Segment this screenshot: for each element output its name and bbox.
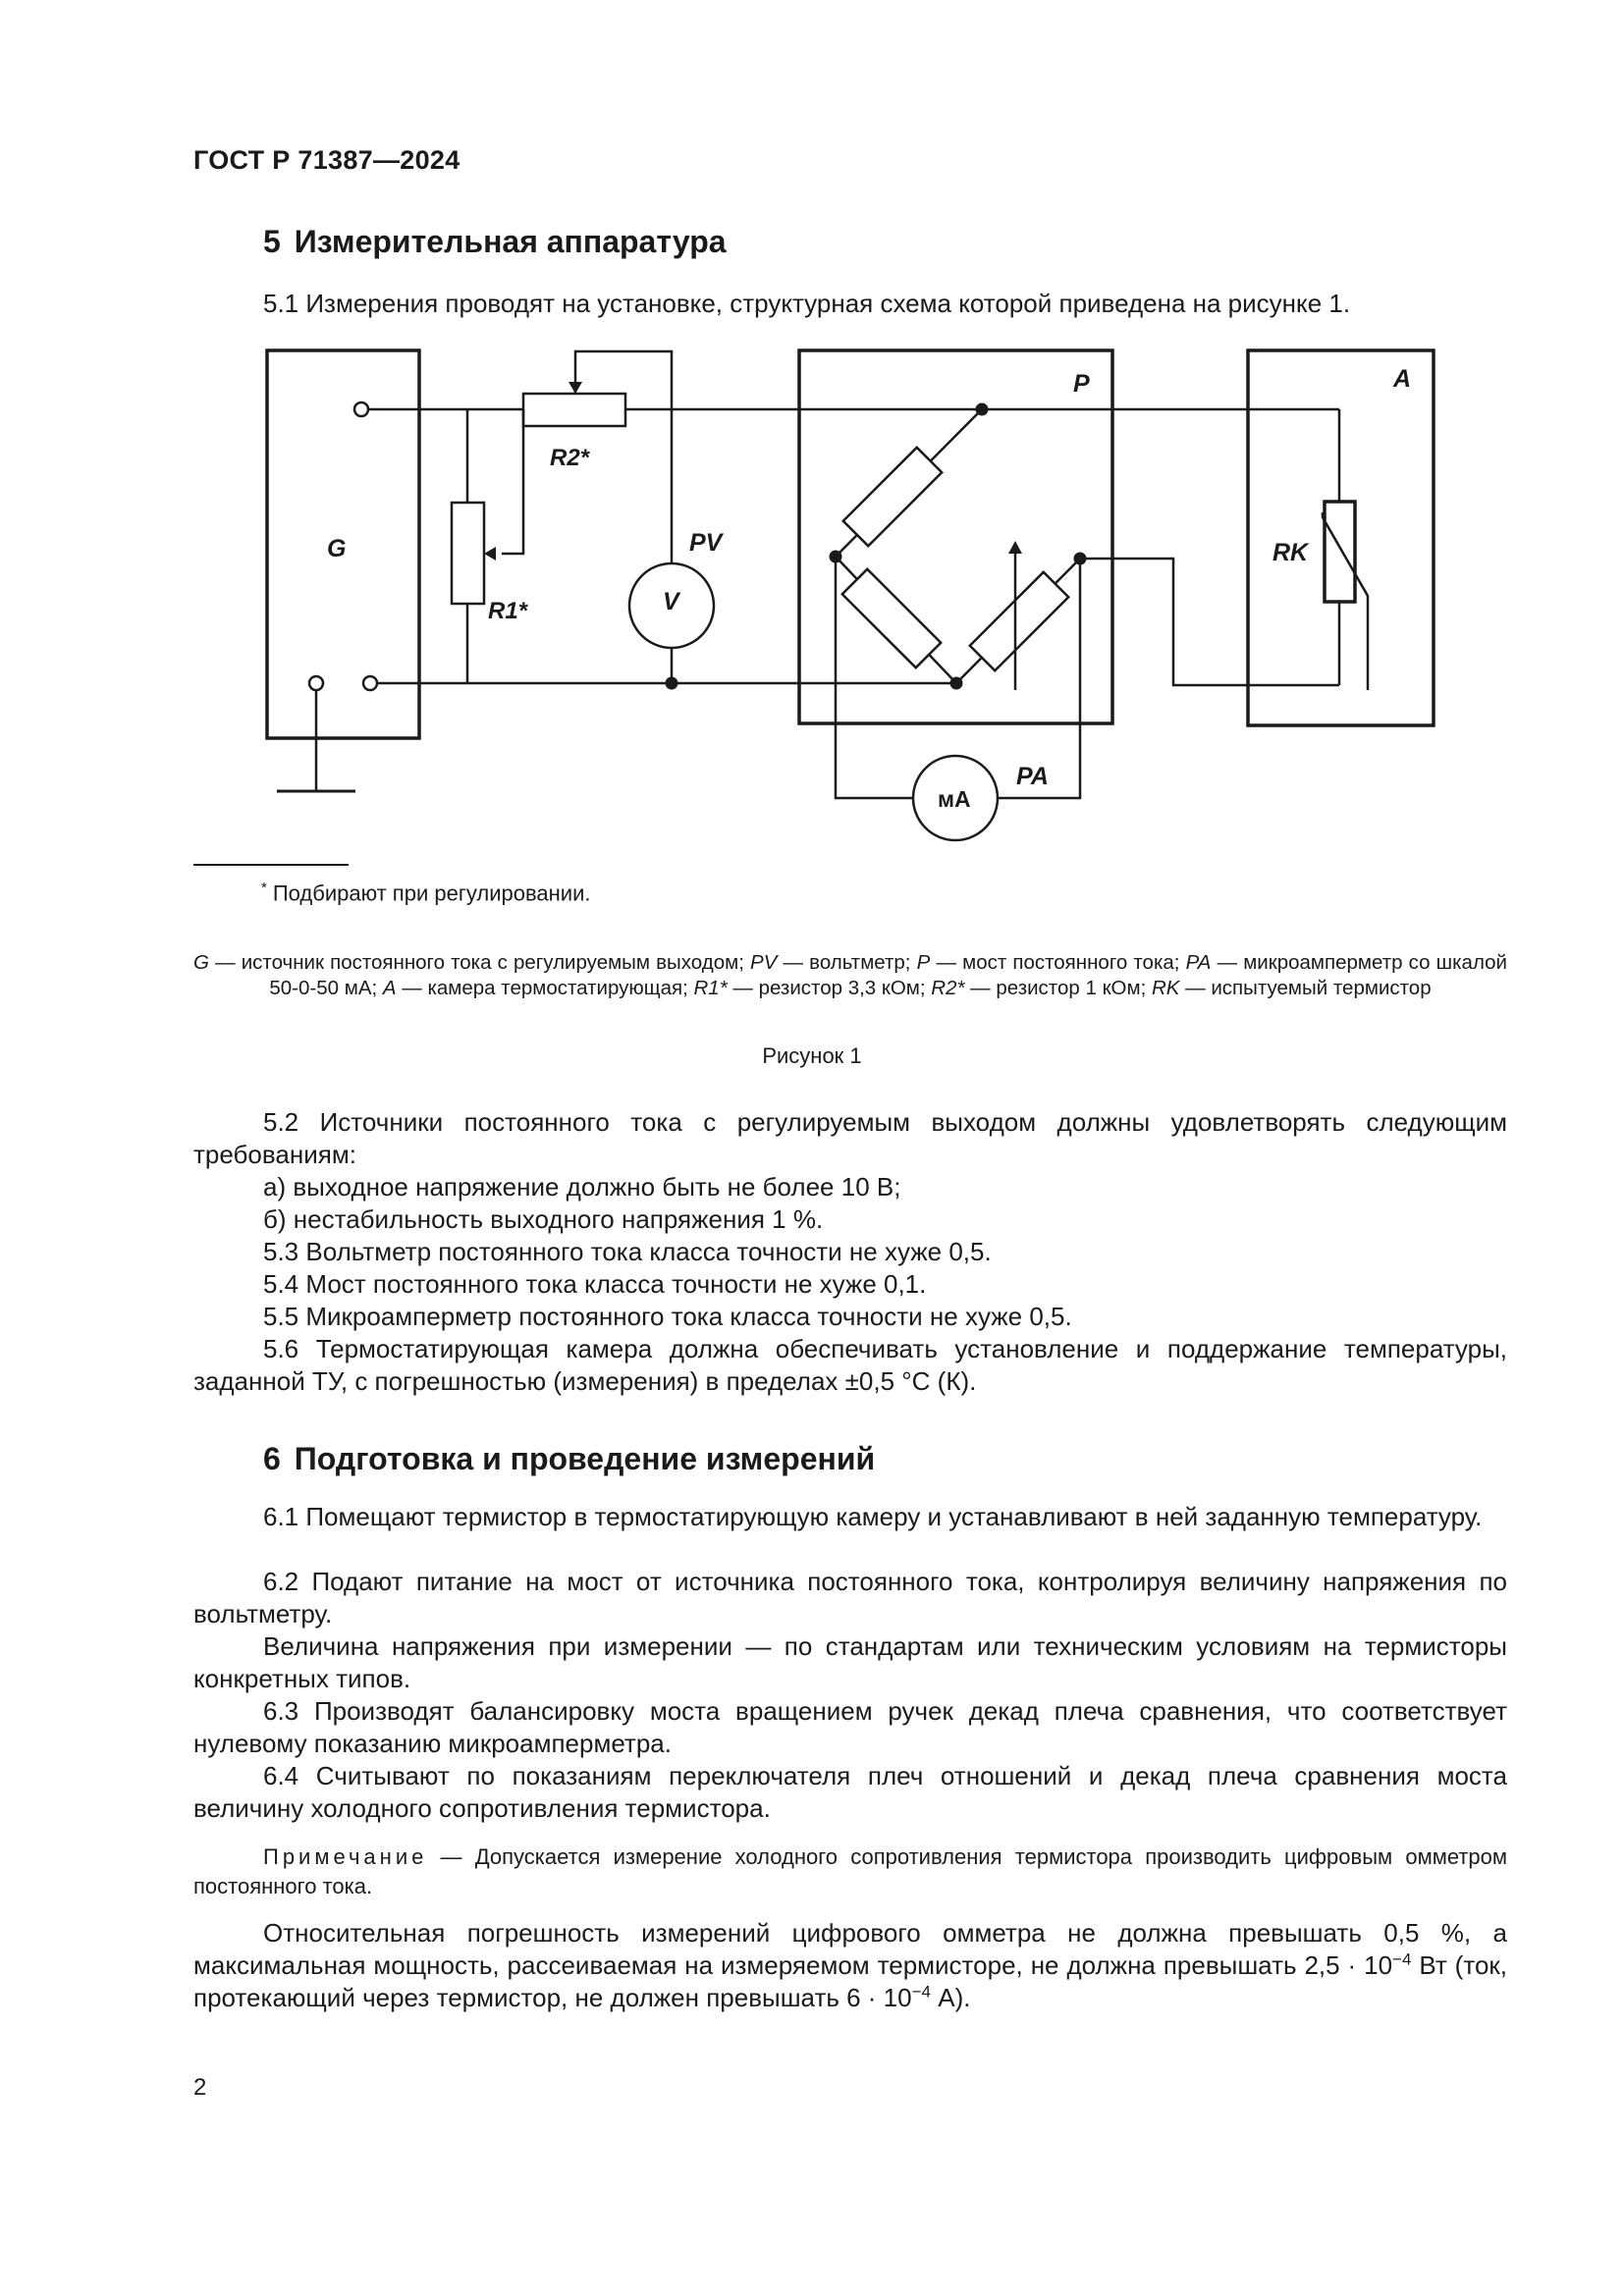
final-part-1: Относительная погрешность измерений цифрового омметра не должна превышать 0,5 %, а максимальная мощность, рассеиваемая на измеряемом термисторе, не должна превышать 2,5 · 10 — [193, 1918, 1507, 1980]
legend-sym-r2: R2* — [931, 977, 965, 999]
legend-sym-r1: R1* — [693, 977, 728, 999]
figure-legend — [193, 950, 1507, 1001]
terminal-top — [354, 402, 368, 416]
page-number: 2 — [193, 2074, 207, 2101]
label-a: A — [1393, 365, 1412, 393]
paragraph-final — [193, 1917, 1507, 2014]
section-6-number: 6 — [263, 1441, 281, 1476]
label-pa: PA — [1016, 763, 1049, 790]
note-text: — Допускается измерение холодного сопротивления термистора производить цифровым омметром постоянного тока. — [193, 1844, 1507, 1898]
footnote-text: Подбирают при регулировании. — [272, 881, 591, 906]
note-block — [193, 1842, 1507, 1901]
label-p: P — [1073, 370, 1090, 398]
paragraph-6-4: 6.4 Считывают по показаниям переключателя плеч отношений и декад плеча сравнения моста величину холодного сопротивления термистора. — [193, 1761, 1507, 1823]
document-header: ГОСТ Р 71387—2024 — [193, 145, 460, 175]
bridge-arm-resistor-2 — [842, 569, 941, 667]
legend-sym-pv: PV — [750, 951, 778, 974]
final-part-2: Вт (ток, протекающий через термистор, не должен превышать 6 · 10 — [193, 1950, 1508, 2012]
bridge-arm-resistor-1 — [843, 448, 942, 546]
terminal-bottom-right — [363, 676, 377, 690]
paragraph-5-3: 5.3 Вольтметр постоянного тока класса точности не хуже 0,5. — [263, 1237, 992, 1266]
paragraph-5-2-b: б) нестабильность выходного напряжения 1 %. — [263, 1204, 824, 1234]
label-r2: R2* — [550, 445, 590, 471]
section-6-title: Подготовка и проведение измерений — [294, 1441, 876, 1476]
circuit-diagram — [0, 0, 1624, 883]
footnote — [261, 880, 590, 906]
paragraph-6-2: 6.2 Подают питание на мост от источника постоянного тока, контролируя величину напряжения по вольтметру. — [193, 1567, 1507, 1629]
resistor-r1 — [452, 503, 484, 604]
thermistor-rk — [1325, 502, 1355, 602]
r2-wiper-arrow — [568, 382, 582, 394]
paragraph-5-2-a: а) выходное напряжение должно быть не более 10 В; — [263, 1172, 901, 1201]
bridge-block — [799, 350, 1112, 723]
final-exponent-2: −4 — [911, 1982, 931, 2002]
label-rk: RK — [1272, 539, 1309, 566]
terminal-bottom-left — [309, 676, 323, 690]
paragraph-6-1: 6.1 Помещают термистор в термостатирующую камеру и устанавливают в ней заданную температуру. — [263, 1502, 1483, 1531]
section-5-number: 5 — [263, 224, 281, 259]
legend-sym-a: A — [382, 977, 397, 999]
figure-caption: Рисунок 1 — [762, 1043, 862, 1068]
paragraph-5-2: 5.2 Источники постоянного тока с регулируемым выходом должны удовлетворять следующим требованиям: — [193, 1107, 1507, 1169]
label-r1: R1* — [488, 598, 528, 624]
footnote-mark: * — [261, 880, 267, 896]
legend-desc-g: — источник постоянного тока с регулируемым выходом; — [208, 951, 751, 974]
legend-sym-p: P — [916, 951, 931, 974]
legend-sym-rk: RK — [1151, 977, 1180, 999]
bridge-arm-resistor-3 — [970, 572, 1068, 670]
legend-desc-pv: — вольтметр; — [777, 951, 917, 974]
label-pv: PV — [689, 529, 723, 557]
legend-desc-a: — камера термостатирующая; — [396, 977, 694, 999]
footnote-rule — [193, 864, 349, 866]
legend-desc-r1: — резистор 3,3 кОм; — [727, 977, 932, 999]
bridge-variable-arrow — [1008, 541, 1022, 554]
label-g: G — [327, 535, 347, 562]
paragraph-5-6: 5.6 Термостатирующая камера должна обеспечивать установление и поддержание температуры, заданной ТУ, с погрешностью (измерения) в пределах ±0,5 °С (К). — [193, 1334, 1507, 1396]
legend-desc-pa: — микроамперметр со шкалой 50-0-50 мА; — [269, 951, 1507, 999]
legend-desc-r2: — резистор 1 кОм; — [964, 977, 1152, 999]
section-5-title: Измерительная аппаратура — [294, 224, 727, 259]
resistor-r2 — [523, 394, 625, 426]
paragraph-6-2-voltage: Величина напряжения при измерении — по стандартам или техническим условиям на термисторы конкретных типов. — [193, 1631, 1507, 1693]
paragraph-5-4: 5.4 Мост постоянного тока класса точности не хуже 0,1. — [263, 1269, 927, 1299]
paragraph-6-3: 6.3 Производят балансировку моста вращением ручек декад плеча сравнения, что соответствует нулевому показанию микроамперметра. — [193, 1696, 1507, 1758]
final-exponent-1: −4 — [1392, 1949, 1412, 1969]
label-ma: мА — [938, 786, 971, 812]
final-part-3: А). — [931, 1983, 971, 2012]
legend-desc-p: — мост постоянного тока; — [930, 951, 1186, 974]
legend-desc-rk: — испытуемый термистор — [1179, 977, 1432, 999]
paragraph-5-1: 5.1 Измерения проводят на установке, структурная схема которой приведена на рисунке 1. — [263, 289, 1351, 318]
note-label: Примечание — [263, 1844, 428, 1869]
legend-sym-pa: PA — [1185, 951, 1212, 974]
section-6-heading — [263, 1441, 875, 1477]
r1-wiper-arrow — [484, 547, 496, 561]
paragraph-5-5: 5.5 Микроамперметр постоянного тока класса точности не хуже 0,5. — [263, 1302, 1072, 1331]
legend-sym-g: G — [193, 951, 209, 974]
label-v: V — [663, 588, 679, 615]
